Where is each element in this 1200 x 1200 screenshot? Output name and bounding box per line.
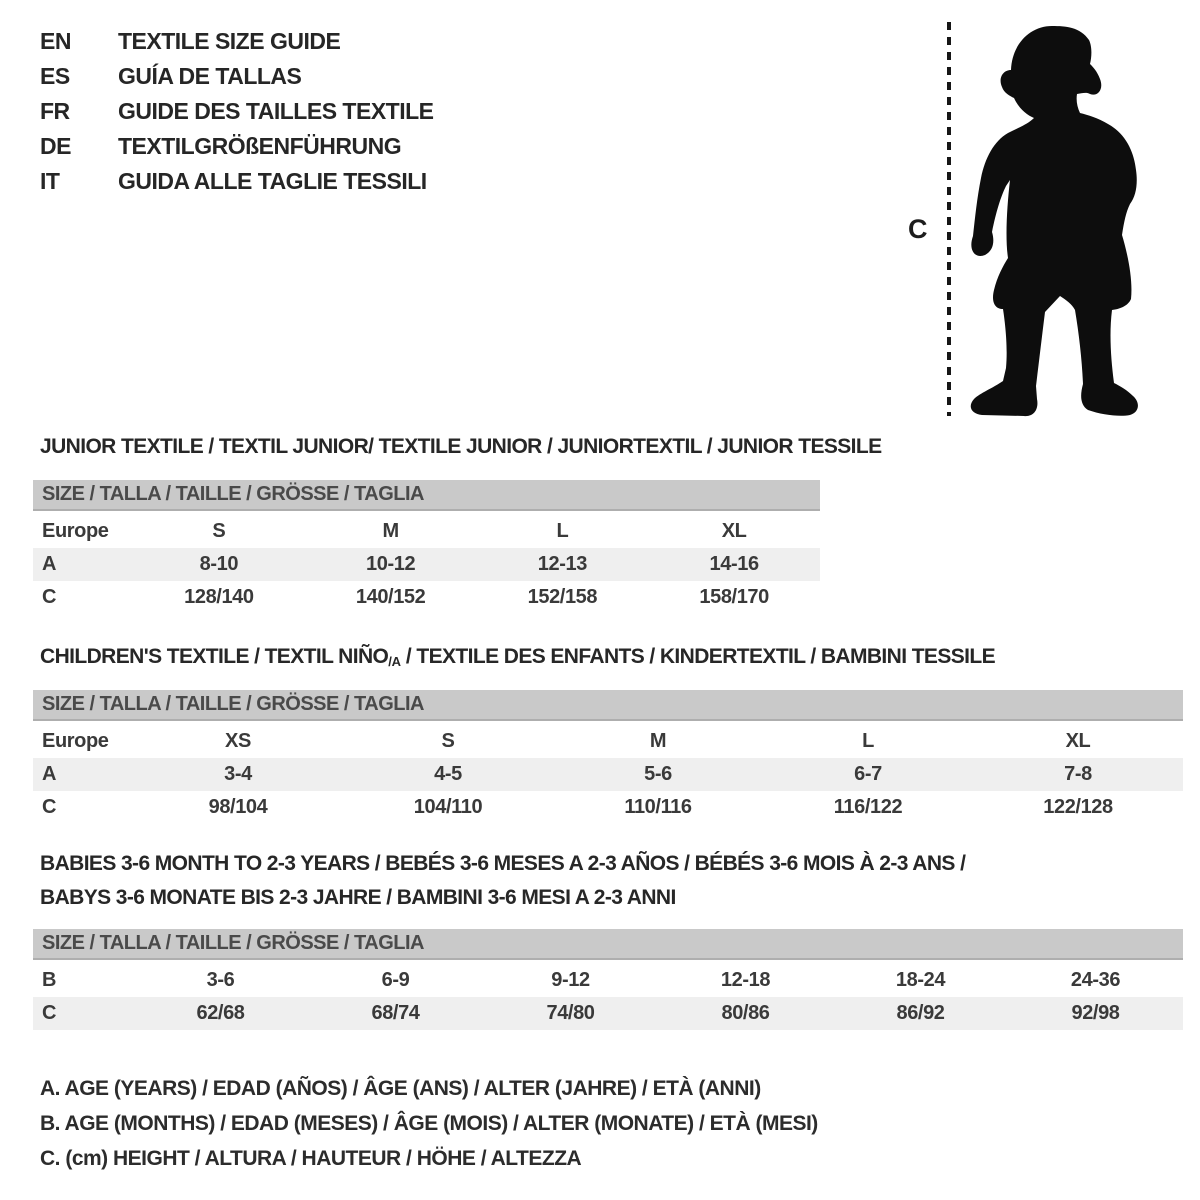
babies-size-table — [33, 929, 1183, 1030]
height-value: 80/86 — [721, 1002, 770, 1024]
language-code: FR — [40, 98, 70, 124]
junior-size-header-bar: SIZE / TALLA / TAILLE / GRÖSSE / TAGLIA — [33, 480, 820, 511]
babies-title-line2: BABYS 3-6 MONATE BIS 2-3 JAHRE / BAMBINI 3-6 MESI A 2-3 ANNI — [40, 886, 676, 909]
language-list — [40, 24, 434, 199]
height-value: 110/116 — [624, 796, 692, 818]
months-value: 6-9 — [381, 969, 410, 991]
size-column: L — [862, 730, 874, 752]
height-value: 68/74 — [371, 1002, 420, 1024]
height-value: 92/98 — [1071, 1002, 1120, 1024]
size-column: M — [382, 520, 399, 542]
language-row-fr — [40, 94, 434, 129]
size-column: S — [212, 520, 226, 542]
language-code: DE — [40, 133, 71, 159]
height-value: 152/158 — [527, 586, 598, 608]
age-value: 3-4 — [224, 763, 252, 785]
age-value: 4-5 — [434, 763, 462, 785]
age-value: 8-10 — [199, 553, 239, 575]
height-value: 128/140 — [184, 586, 254, 608]
months-value: 24-36 — [1070, 969, 1121, 991]
language-title: GUÍA DE TALLAS — [118, 63, 302, 89]
height-value: 116/122 — [833, 796, 903, 818]
children-height-row — [33, 791, 1183, 824]
age-value: 14-16 — [709, 553, 759, 575]
row-label: A — [42, 763, 57, 785]
children-size-table — [33, 690, 1183, 824]
legend-line-c: C. (cm) HEIGHT / ALTURA / HAUTEUR / HÖHE / ALTEZZA — [40, 1147, 582, 1170]
children-columns-row — [33, 725, 1183, 758]
toddler-silhouette-icon — [900, 0, 1200, 430]
junior-section-title: JUNIOR TEXTILE / TEXTIL JUNIOR/ TEXTILE JUNIOR / JUNIORTEXTIL / JUNIOR TESSILE — [40, 435, 882, 458]
legend-line-b: B. AGE (MONTHS) / EDAD (MESES) / ÂGE (MOIS) / ALTER (MONATE) / ETÀ (MESI) — [40, 1112, 818, 1135]
row-label: A — [42, 553, 57, 575]
age-value: 5-6 — [644, 763, 672, 785]
size-column: S — [441, 730, 455, 752]
size-column: M — [649, 730, 667, 752]
height-value: 122/128 — [1043, 796, 1113, 818]
babies-title-line1: BABIES 3-6 MONTH TO 2-3 YEARS / BEBÉS 3-6 MESES A 2-3 AÑOS / BÉBÉS 3-6 MOIS À 2-3 ANS / — [40, 852, 966, 875]
age-value: 10-12 — [366, 553, 416, 575]
row-label: B — [42, 969, 57, 991]
language-row-en — [40, 24, 434, 59]
junior-size-table — [33, 480, 820, 614]
height-value: 98/104 — [208, 796, 268, 818]
language-row-it — [40, 164, 434, 199]
children-title-post: / TEXTILE DES ENFANTS / KINDERTEXTIL / BAMBINI TESSILE — [400, 645, 996, 668]
height-value: 158/170 — [699, 586, 769, 608]
babies-height-row — [33, 997, 1183, 1030]
height-measure-label: C — [908, 214, 928, 244]
children-title-pre: CHILDREN'S TEXTILE / TEXTIL NIÑO — [40, 645, 389, 668]
months-value: 3-6 — [206, 969, 235, 991]
size-column: XL — [721, 520, 747, 542]
size-column: XS — [225, 730, 251, 752]
row-label: C — [42, 1002, 57, 1024]
babies-size-header-bar: SIZE / TALLA / TAILLE / GRÖSSE / TAGLIA — [33, 929, 1183, 960]
measurement-legend — [40, 1071, 818, 1176]
language-row-de — [40, 129, 434, 164]
months-value: 12-18 — [720, 969, 771, 991]
age-value: 12-13 — [537, 553, 587, 575]
age-value: 7-8 — [1064, 763, 1092, 785]
babies-months-row — [33, 964, 1183, 997]
language-code: IT — [40, 168, 60, 194]
age-value: 6-7 — [854, 763, 882, 785]
junior-columns-row — [33, 515, 820, 548]
height-value: 74/80 — [546, 1002, 595, 1024]
region-label: Europe — [42, 730, 109, 752]
size-column: L — [556, 520, 569, 542]
language-title: GUIDA ALLE TAGLIE TESSILI — [118, 168, 427, 194]
region-label: Europe — [42, 520, 109, 542]
language-title: TEXTILGRÖßENFÜHRUNG — [118, 133, 402, 159]
junior-age-row — [33, 548, 820, 581]
height-value: 62/68 — [196, 1002, 245, 1024]
size-column: XL — [1065, 730, 1091, 752]
months-value: 18-24 — [895, 969, 946, 991]
babies-section-title — [40, 847, 965, 915]
language-row-es — [40, 59, 434, 94]
language-title: GUIDE DES TAILLES TEXTILE — [118, 98, 434, 124]
language-code: ES — [40, 63, 70, 89]
language-title: TEXTILE SIZE GUIDE — [118, 28, 341, 54]
children-title-sub: /A — [388, 654, 401, 669]
height-value: 86/92 — [896, 1002, 945, 1024]
height-value: 140/152 — [355, 586, 426, 608]
children-size-header-bar: SIZE / TALLA / TAILLE / GRÖSSE / TAGLIA — [33, 690, 1183, 721]
children-age-row — [33, 758, 1183, 791]
language-code: EN — [40, 28, 71, 54]
row-label: C — [42, 586, 57, 608]
children-section-title — [40, 645, 995, 669]
legend-line-a: A. AGE (YEARS) / EDAD (AÑOS) / ÂGE (ANS) / ALTER (JAHRE) / ETÀ (ANNI) — [40, 1077, 761, 1100]
junior-height-row — [33, 581, 820, 614]
height-value: 104/110 — [413, 796, 483, 818]
months-value: 9-12 — [551, 969, 590, 991]
row-label: C — [42, 796, 57, 818]
